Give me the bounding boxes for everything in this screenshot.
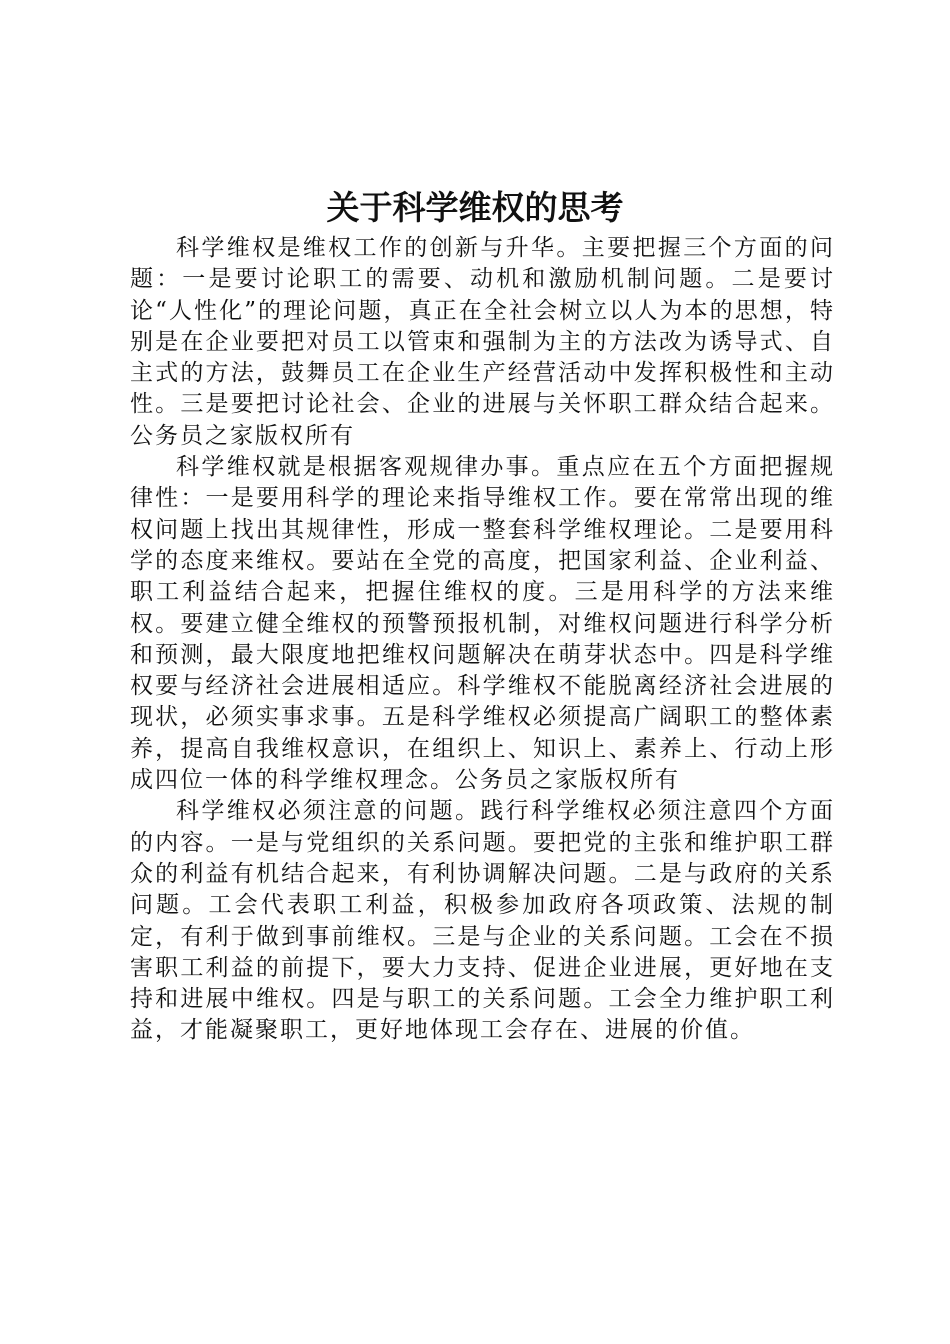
paragraph-3: 科学维权必须注意的问题。践行科学维权必须注意四个方面的内容。一是与党组织的关系问题。要把党的主张和维护职工群众的利益有机结合起来，有利协调解决问题。二是与政府的关系问题。工会代表职工利益，积极参加政府各项政策、法规的制定，有利于做到事前维权。三是与企业的关系问题。工会在不损害职工利益的前提下，要大力支持、促进企业进展，更好地在支持和进展中维权。四是与职工的关系问题。工会全力维护职工利益，才能凝聚职工，更好地体现工会存在、进展的价值。 xyxy=(130,798,835,1044)
paragraph-1: 科学维权是维权工作的创新与升华。主要把握三个方面的问题：一是要讨论职工的需要、动机和激励机制问题。二是要讨论“人性化”的理论问题，真正在全社会树立以人为本的思想，特别是在企业要把对员工以管束和强制为主的方法改为诱导式、自主式的方法，鼓舞员工在企业生产经营活动中发挥积极性和主动性。三是要把讨论社会、企业的进展与关怀职工群众结合起来。公务员之家版权所有 xyxy=(130,235,835,449)
document-body xyxy=(130,233,835,1047)
paragraph-2: 科学维权就是根据客观规律办事。重点应在五个方面把握规律性：一是要用科学的理论来指导维权工作。要在常常出现的维权问题上找出其规律性，形成一整套科学维权理论。二是要用科学的态度来维权。要站在全党的高度，把国家利益、企业利益、职工利益结合起来，把握住维权的度。三是用科学的方法来维权。要建立健全维权的预警预报机制，对维权问题进行科学分析和预测，最大限度地把维权问题解决在萌芽状态中。四是科学维权要与经济社会进展相适应。科学维权不能脱离经济社会进展的现状，必须实事求事。五是科学维权必须提高广阔职工的整体素养，提高自我维权意识，在组织上、知识上、素养上、行动上形成四位一体的科学维权理念。公务员之家版权所有 xyxy=(130,454,835,794)
document-title: 关于科学维权的思考 xyxy=(326,188,624,227)
